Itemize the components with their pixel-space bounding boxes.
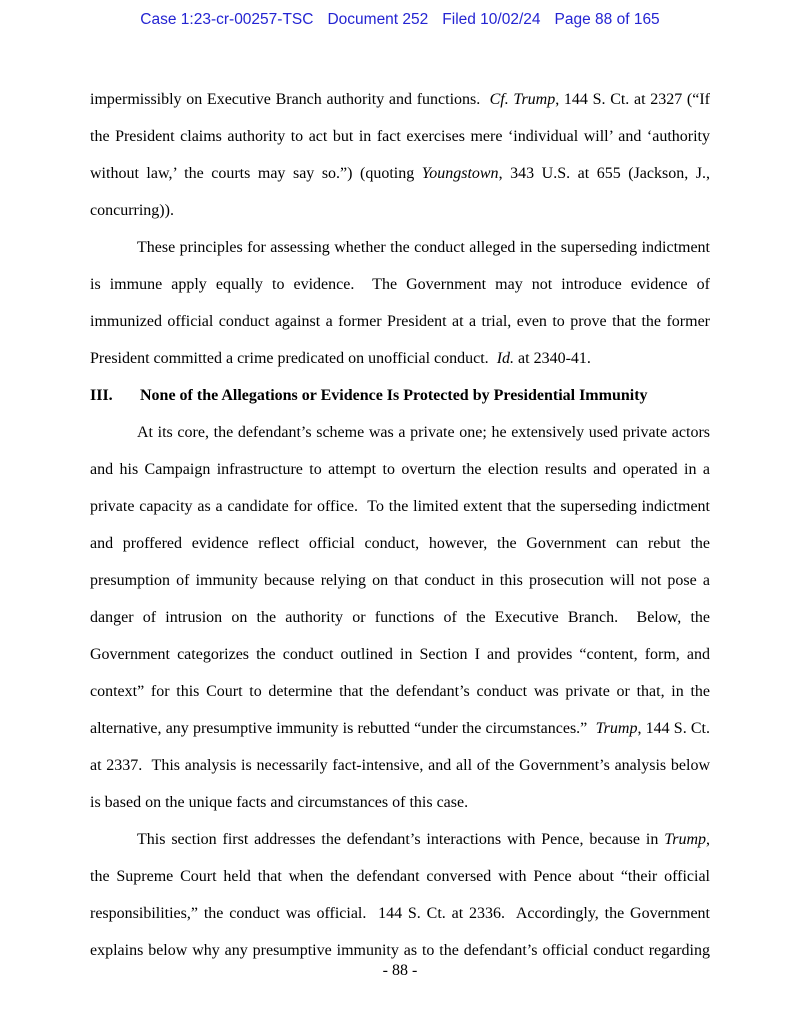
text-run: , 343 U.S. at 655 (Jackson, J., concurring)). xyxy=(90,165,710,219)
heading-number: III. xyxy=(90,387,113,404)
page-info: Page 88 of 165 xyxy=(554,11,660,28)
text-run: None of the Allegations or Evidence Is Protected by Presidential Immunity xyxy=(140,387,648,404)
body-paragraph xyxy=(90,81,710,229)
body-paragraph xyxy=(90,821,710,969)
page-number: - 88 - xyxy=(382,962,418,979)
document-number: Document 252 xyxy=(327,11,429,28)
italic-text-run: Trump xyxy=(664,831,706,848)
ecf-stamp-header xyxy=(0,11,800,29)
body-paragraph xyxy=(90,414,710,821)
italic-text-run: Youngstown xyxy=(421,165,499,182)
document-body xyxy=(90,81,710,969)
text-run: , the Supreme Court held that when the defendant conversed with Pence about “their official responsibilities,” the conduct was official. 144 S. Ct. at 2336. Accordingly, the Government explains below why any presumptive immunity as to the defendant’s official conduct regarding xyxy=(90,831,710,959)
section-heading xyxy=(90,377,710,414)
text-run: At its core, the defendant’s scheme was a private one; he extensively used private actors and his Campaign infrastructure to attempt to overturn the election results and operated in a private capacity as a candidate for office. To the limited extent that the superseding indictment and proffered evidence reflect official conduct, however, the Government can rebut the presumption of immunity because relying on that conduct in this prosecution will not pose a danger of intrusion on the authority or functions of the Executive Branch. Below, the Government categorizes the conduct outlined in Section I and provides “content, form, and context” for this Court to determine that the defendant’s conduct was private or that, in the alternative, any presumptive immunity is rebutted “under the circumstances.” xyxy=(90,424,710,737)
text-run: , 144 S. Ct. at 2327 (“If the President claims authority to act but in fact exercises mere ‘individual will’ and ‘authority without law,’ the courts may say so.”) (quoting xyxy=(90,91,710,182)
body-paragraph xyxy=(90,229,710,377)
italic-text-run: Cf. Trump xyxy=(489,91,556,108)
text-run: These principles for assessing whether the conduct alleged in the superseding indictment is immune apply equally to evidence. The Government may not introduce evidence of immunized official conduct against a former President at a trial, even to prove that the former President committed a crime predicated on unofficial conduct. xyxy=(90,239,710,367)
italic-text-run: Trump xyxy=(595,720,638,737)
text-run: , 144 S. Ct. at 2337. This analysis is necessarily fact-intensive, and all of the Government’s analysis below is based on the unique facts and circumstances of this case. xyxy=(90,720,710,811)
filed-date: Filed 10/02/24 xyxy=(442,11,541,28)
text-run: at 2340-41. xyxy=(514,350,591,367)
text-run: This section first addresses the defendant’s interactions with Pence, because in xyxy=(137,831,665,848)
italic-text-run: Id. xyxy=(496,350,515,367)
case-number: Case 1:23-cr-00257-TSC xyxy=(140,11,314,28)
text-run: impermissibly on Executive Branch authority and functions. xyxy=(90,91,490,108)
page-footer xyxy=(0,962,800,980)
